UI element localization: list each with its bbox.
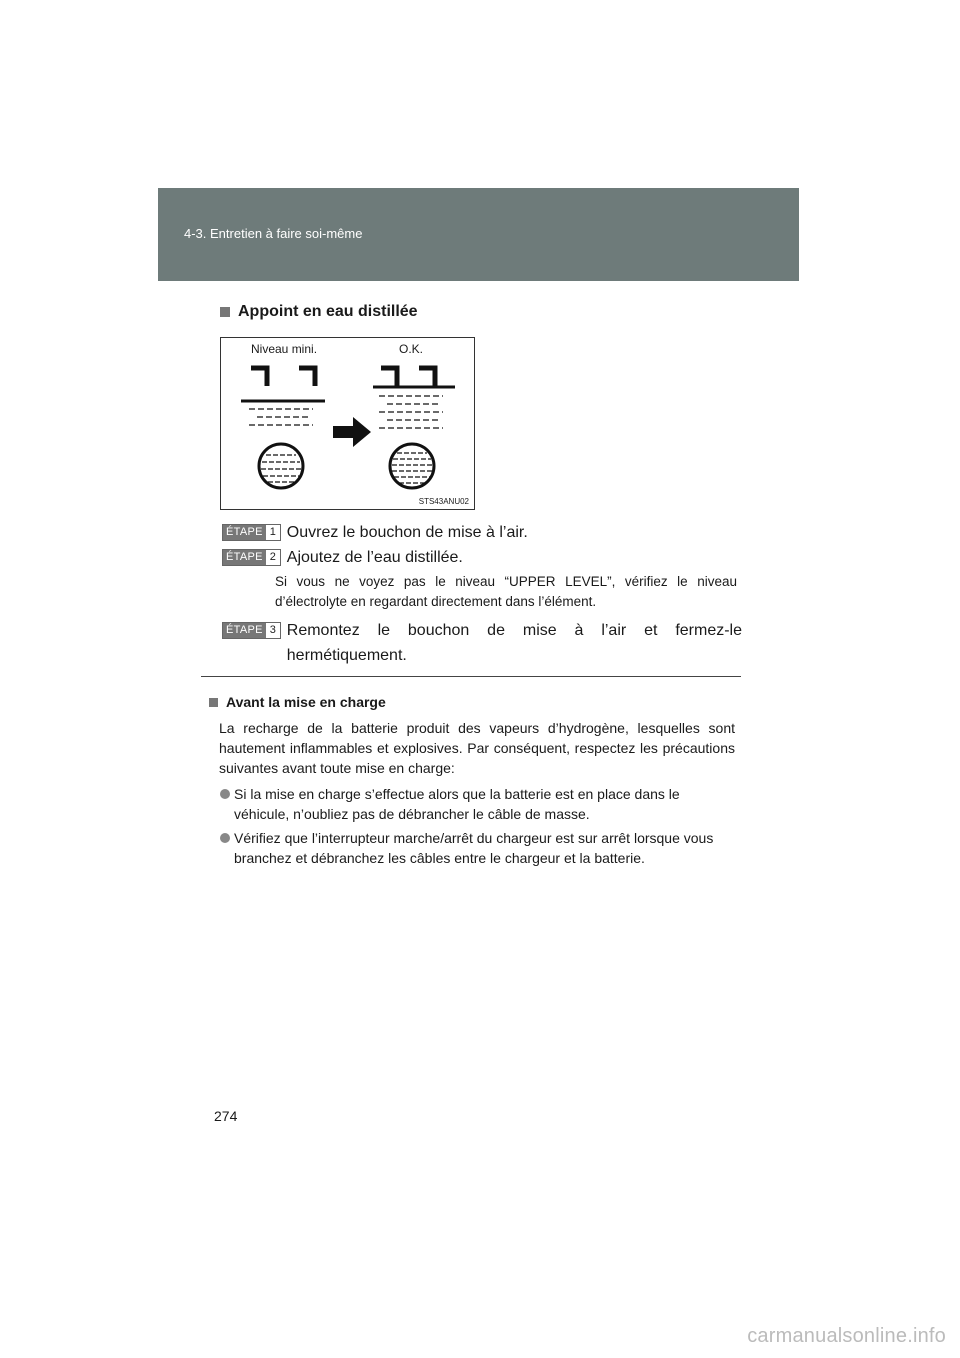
bullet-dot-icon: [220, 789, 230, 799]
list-item-text: Si la mise en charge s’effectue alors que la batterie est en place dans le véhicule, n’oubliez pas de débrancher le câble de masse.: [234, 786, 680, 822]
min-level-cell: [241, 368, 325, 488]
water-level-illustration: [221, 338, 474, 509]
section-title: 4-3. Entretien à faire soi-même: [184, 226, 363, 241]
ok-level-label: O.K.: [399, 342, 424, 356]
min-level-label: Niveau mini.: [251, 342, 318, 356]
step-badge-number: 1: [269, 526, 276, 538]
step-badge-number: 3: [269, 624, 276, 636]
charge-intro: La recharge de la batterie produit des vapeurs d’hydrogène, lesquelles sont hautement inflammables et explosives. Par conséquent, respectez les précautions suivantes avant toute mise en charge:: [219, 720, 735, 776]
list-item: [220, 828, 735, 868]
charge-heading-text: Avant la mise en charge: [226, 694, 386, 710]
arrow-right-icon: [333, 417, 371, 447]
step-badge: [222, 549, 281, 566]
page-heading: [220, 303, 418, 321]
page-heading-text: Appoint en eau distillée: [238, 303, 418, 320]
step-badge-word: ÉTAPE: [223, 525, 266, 540]
list-item-text: Vérifiez que l’interrupteur marche/arrêt du chargeur est sur arrêt lorsque vous branchez et débranchez les câbles entre le chargeur et la batterie.: [234, 830, 714, 866]
page-number: 274: [214, 1108, 238, 1124]
step-badge: [222, 622, 281, 639]
charge-heading: [209, 694, 386, 710]
section-header-band: [158, 188, 799, 281]
bullet-dot-icon: [220, 833, 230, 843]
step-badge: [222, 524, 281, 541]
watermark: carmanualsonline.info: [747, 1325, 946, 1347]
square-bullet-icon: [209, 698, 218, 707]
step-text: Ouvrez le bouchon de mise à l’air.: [286, 524, 528, 541]
step-badge-word: ÉTAPE: [223, 623, 266, 638]
square-bullet-icon: [220, 307, 230, 317]
figure-code: STS43ANU02: [418, 497, 469, 506]
water-level-figure: [220, 337, 475, 510]
list-item: [220, 784, 735, 824]
step-2-note: Si vous ne voyez pas le niveau “UPPER LEVEL”, vérifiez le niveau d’électrolyte en regardant directement dans l’élément.: [275, 574, 737, 609]
step-text-line-2: hermétiquement.: [286, 647, 407, 664]
step-text-line-1: Remontez le bouchon de mise à l’air et fermez-le: [286, 622, 742, 639]
step-3: [222, 618, 742, 668]
step-3-text-block: [287, 618, 742, 668]
step-badge-word: ÉTAPE: [223, 550, 266, 565]
step-badge-number: 2: [269, 551, 276, 563]
section-divider: [201, 676, 741, 677]
step-1: [222, 520, 742, 545]
step-2: [222, 545, 742, 570]
ok-level-cell: [373, 368, 455, 488]
step-text: Ajoutez de l’eau distillée.: [286, 549, 463, 566]
